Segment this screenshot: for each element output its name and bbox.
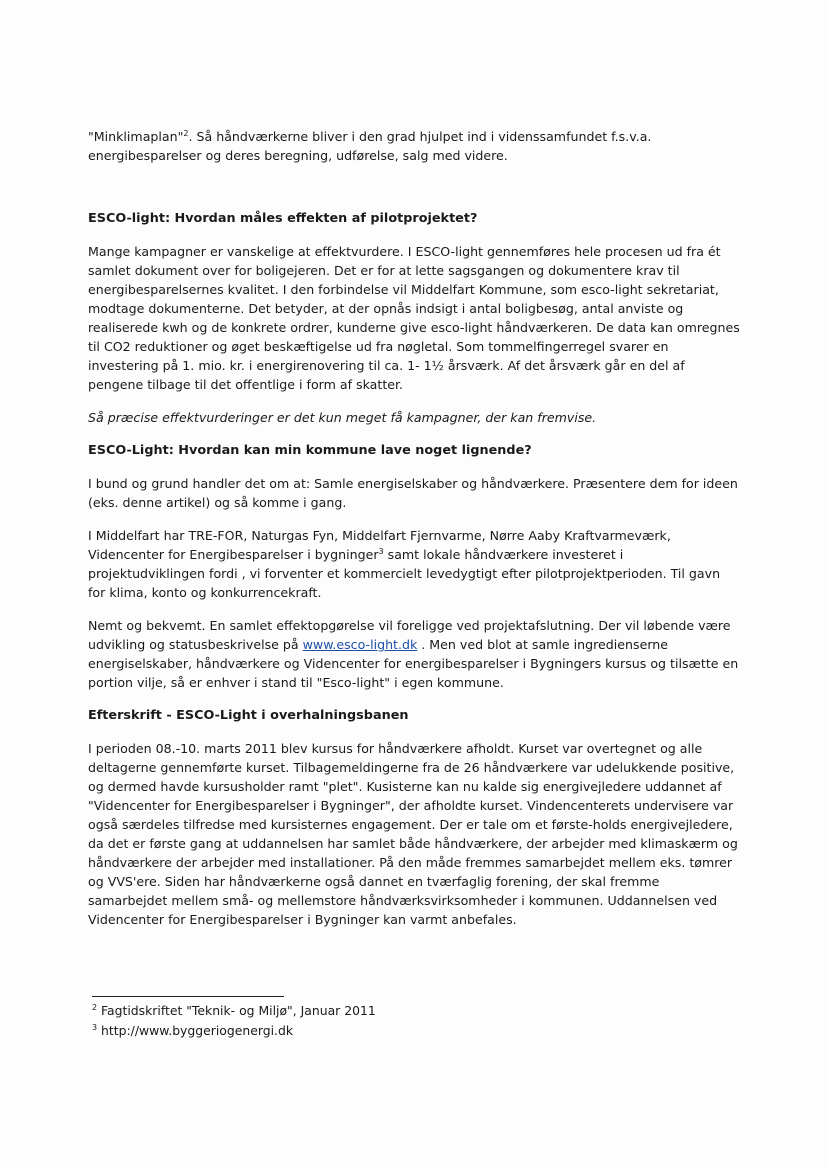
section2-paragraph-2-text: I Middelfart har TRE-FOR, Naturgas Fyn, Middelfart Fjernvarme, Nørre Aaby Kraftvarmeværk, Videncenter for Energibesparelser i bygninger: [88, 528, 671, 562]
section3-paragraph: I perioden 08.-10. marts 2011 blev kursus for håndværkere afholdt. Kurset var overtegnet og alle deltagerne gennemførte kurset. Tilbagemeldingerne fra de 26 håndværkere var udelukkende positive, og dermed havde kursusholder ramt "plet". Kusisterne kan nu kalde sig energivejledere uddannet af "Videncenter for Energibesparelser i Bygninger", der afholdte kurset. Vindencenterets undervisere var også særdeles tilfredse med kursisternes engagement. Der er tale om et første-holds energivejledere, da det er første gang at uddannelsen har samlet både håndværkere, der arbejder med klimaskærm og håndværkere der arbejder med installationer. På den måde fremmes samarbejdet mellem eks. tømrer og VVS'ere. Siden har håndværkerne også dannet en tværfaglig forening, der skal fremme samarbejdet mellem små- og mellemstore håndværksvirksomheder i kommunen. Uddannelsen ved Videncenter for Energibesparelser i Bygninger kan varmt anbefales.: [88, 741, 738, 927]
section2-paragraph-1: I bund og grund handler det om at: Samle energiselskaber og håndværkere. Præsentere dem for ideen (eks. denne artikel) og så komme i gang.: [88, 476, 738, 510]
intro-text: "Minklimaplan": [88, 129, 184, 144]
footnote-number: 3: [92, 1022, 98, 1032]
section1-paragraph: Mange kampagner er vanskelige at effektvurdere. I ESCO-light gennemføres hele procesen ud fra ét samlet dokument over for boligejeren. Det er for at lette sagsgangen og dokumentere krav til energibesparelsernes kvalitet. I den forbindelse vil Middelfart Kommune, som esco-light sekretariat, modtage dokumenterne. Det betyder, at der opnås indsigt i antal boligbesøg, antal anviste og realiserede kwh og de konkrete ordrer, kunderne give esco-light håndværkeren. De data kan omregnes til CO2 reduktioner og øget beskæftigelse ud fra nøgletal. Som tommelfingerregel svarer en investering på 1. mio. kr. i energirenovering til ca. 1- 1½ årsværk. Af det årsværk går en del af pengene tilbage til det offentlige i form af skatter.: [88, 244, 740, 392]
intro-paragraph: [88, 127, 740, 165]
intro-text-cont: . Så håndværkerne bliver i den grad hjulpet ind i videnssamfundet f.s.v.a. energibesparelser og deres beregning, udførelse, salg med videre.: [88, 129, 652, 163]
footnote-ref: 3: [378, 546, 384, 556]
footnote-text: Fagtidskriftet "Teknik- og Miljø", Januar 2011: [97, 1003, 376, 1018]
section-heading-afterword: Efterskrift - ESCO-Light i overhalningsbanen: [88, 708, 409, 723]
footnote-2: [92, 1001, 692, 1021]
section2-paragraph-2: [88, 526, 740, 602]
footnotes: [92, 1001, 692, 1041]
footnote-ref: 2: [183, 128, 189, 138]
footnote-number: 2: [92, 1002, 98, 1012]
section2-paragraph-2-text-cont: samt lokale håndværkere investeret i projektudviklingen fordi , vi forventer et kommercielt levedygtigt efter pilotprojektperioden. Til gavn for klima, konto og konkurrencekraft.: [88, 547, 721, 600]
footnote-text: http://www.byggeriogenergi.dk: [97, 1023, 293, 1038]
section-heading-effect: ESCO-light: Hvordan måles effekten af pilotprojektet?: [88, 211, 478, 226]
esco-light-link[interactable]: www.esco-light.dk: [302, 637, 418, 652]
document-body: [88, 127, 740, 943]
footnote-divider: [92, 996, 284, 997]
section2-paragraph-3-text: Nemt og bekvemt. En samlet effektopgørelse vil foreligge ved projektafslutning. Der vil løbende være udvikling og statusbeskrivelse på: [88, 618, 731, 652]
section-heading-how: ESCO-Light: Hvordan kan min kommune lave noget lignende?: [88, 443, 532, 458]
section2-paragraph-3-text-cont: . Men ved blot at samle ingredienserne energiselskaber, håndværkere og Videncenter for energibesparelser i Bygningers kursus og tilsætte en portion vilje, så er enhver i stand til "Esco-light" i egen kommune.: [88, 637, 739, 690]
section1-italic-paragraph: Så præcise effektvurderinger er det kun meget få kampagner, der kan fremvise.: [88, 410, 597, 425]
footnote-3: [92, 1021, 692, 1041]
section2-paragraph-3: [88, 616, 740, 692]
